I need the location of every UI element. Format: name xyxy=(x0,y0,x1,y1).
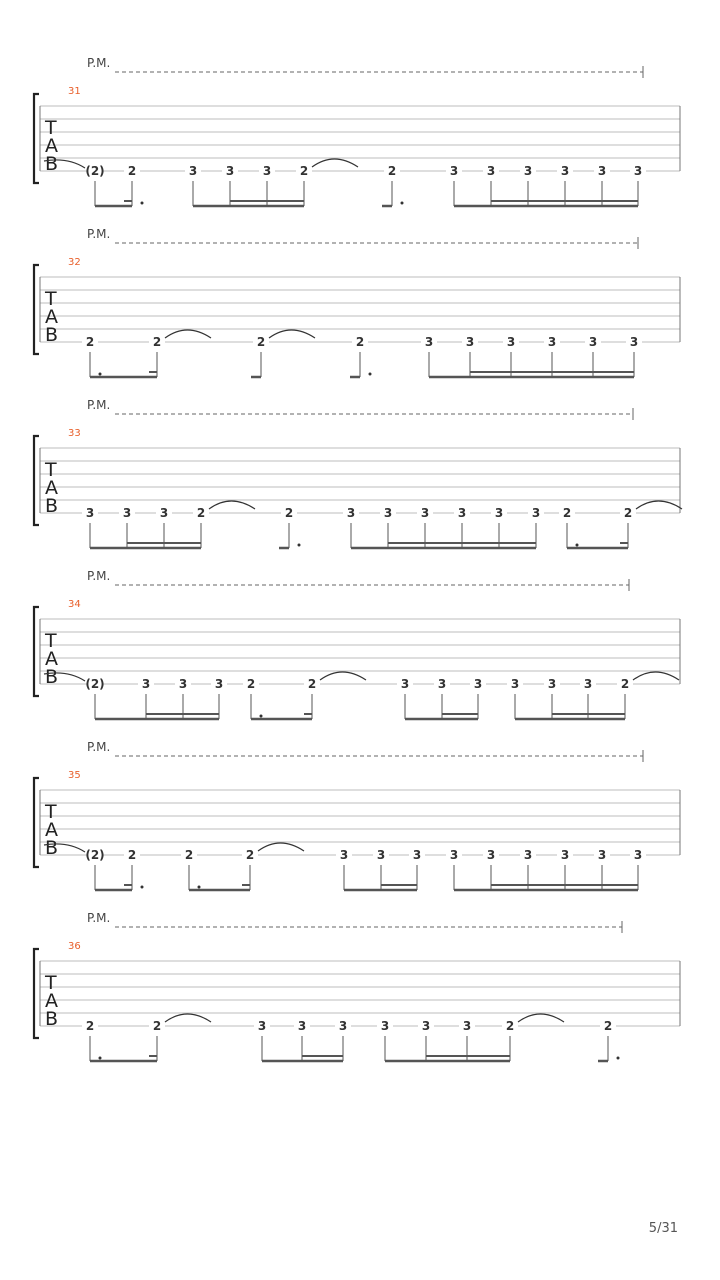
dot xyxy=(369,373,372,376)
fret-number: 3 xyxy=(462,1019,472,1033)
measure-number: 32 xyxy=(68,257,81,268)
fret-number: 3 xyxy=(449,164,459,178)
fret-number: 3 xyxy=(510,677,520,691)
tab-system xyxy=(34,227,680,377)
tie-arc xyxy=(320,672,366,680)
tab-clef-letter: B xyxy=(45,1008,59,1030)
fret-number: 2 xyxy=(152,335,162,349)
fret-number: 3 xyxy=(457,506,467,520)
fret-number: 3 xyxy=(188,164,198,178)
fret-number: 2 xyxy=(623,506,633,520)
fret-number: 3 xyxy=(421,1019,431,1033)
dot xyxy=(99,1057,102,1060)
fret-number: 2 xyxy=(246,677,256,691)
fret-number: 2 xyxy=(196,506,206,520)
fret-number: 3 xyxy=(141,677,151,691)
fret-number: 3 xyxy=(531,506,541,520)
tie-arc xyxy=(165,330,211,338)
tab-clef-letter: A xyxy=(45,819,58,841)
tab-clef-letter: B xyxy=(45,495,59,517)
fret-number: 3 xyxy=(400,677,410,691)
dot xyxy=(141,886,144,889)
measure-number: 34 xyxy=(68,599,81,610)
dot xyxy=(198,886,201,889)
fret-number: 3 xyxy=(547,677,557,691)
system-bracket xyxy=(34,265,39,354)
fret-number: 3 xyxy=(597,164,607,178)
fret-number: 3 xyxy=(424,335,434,349)
fret-number: 3 xyxy=(412,848,422,862)
fret-number: 3 xyxy=(449,848,459,862)
tab-clef-letter: A xyxy=(45,477,58,499)
fret-number: 3 xyxy=(473,677,483,691)
tab-system xyxy=(34,56,680,206)
fret-number: 3 xyxy=(297,1019,307,1033)
fret-number: 3 xyxy=(523,164,533,178)
palm-mute-label: P.M. xyxy=(87,56,111,70)
tab-clef-letter: T xyxy=(45,459,57,481)
measure-number: 31 xyxy=(68,86,81,97)
fret-number: 2 xyxy=(299,164,309,178)
fret-number: 2 xyxy=(85,1019,95,1033)
tab-clef-letter: B xyxy=(45,153,59,175)
tab-clef-letter: T xyxy=(45,801,57,823)
measure-number: 33 xyxy=(68,428,81,439)
fret-number: 2 xyxy=(245,848,255,862)
tab-clef-letter: T xyxy=(45,630,57,652)
fret-number: 3 xyxy=(560,164,570,178)
fret-number: 3 xyxy=(262,164,272,178)
fret-number: 3 xyxy=(597,848,607,862)
dot xyxy=(576,544,579,547)
fret-number: 3 xyxy=(437,677,447,691)
palm-mute-label: P.M. xyxy=(87,569,111,583)
tab-clef-letter: B xyxy=(45,324,59,346)
dot xyxy=(141,202,144,205)
tie-arc xyxy=(209,501,255,509)
tab-system xyxy=(34,569,680,719)
system-bracket xyxy=(34,778,39,867)
tie-arc xyxy=(258,843,304,851)
palm-mute-label: P.M. xyxy=(87,911,111,925)
fret-number: 3 xyxy=(486,164,496,178)
fret-number: 3 xyxy=(257,1019,267,1033)
dot xyxy=(401,202,404,205)
measure-number: 35 xyxy=(68,770,81,781)
tab-clef-letter: B xyxy=(45,837,59,859)
fret-number: 3 xyxy=(633,848,643,862)
fret-number: (2) xyxy=(85,848,105,862)
fret-number: 2 xyxy=(127,164,137,178)
fret-number: 3 xyxy=(376,848,386,862)
fret-number: 3 xyxy=(159,506,169,520)
fret-number: 3 xyxy=(420,506,430,520)
dot xyxy=(617,1057,620,1060)
palm-mute-label: P.M. xyxy=(87,227,111,241)
fret-number: 3 xyxy=(85,506,95,520)
palm-mute-label: P.M. xyxy=(87,398,111,412)
fret-number: 2 xyxy=(620,677,630,691)
fret-number: 3 xyxy=(633,164,643,178)
fret-number: 3 xyxy=(122,506,132,520)
fret-number: 3 xyxy=(506,335,516,349)
tab-clef-letter: T xyxy=(45,288,57,310)
dot xyxy=(260,715,263,718)
tie-arc xyxy=(518,1014,564,1022)
tab-clef-letter: T xyxy=(45,972,57,994)
fret-number: 2 xyxy=(603,1019,613,1033)
fret-number: 2 xyxy=(127,848,137,862)
fret-number: 3 xyxy=(338,1019,348,1033)
fret-number: 2 xyxy=(562,506,572,520)
tab-system xyxy=(34,911,680,1061)
tab-clef-letter: A xyxy=(45,135,58,157)
fret-number: 3 xyxy=(465,335,475,349)
fret-number: 2 xyxy=(284,506,294,520)
system-bracket xyxy=(34,94,39,183)
fret-number: 3 xyxy=(380,1019,390,1033)
tab-clef-letter: A xyxy=(45,306,58,328)
fret-number: 3 xyxy=(583,677,593,691)
fret-number: 3 xyxy=(523,848,533,862)
fret-number: 2 xyxy=(505,1019,515,1033)
fret-number: 2 xyxy=(152,1019,162,1033)
tie-arc xyxy=(636,501,682,509)
tab-clef-letter: A xyxy=(45,990,58,1012)
tab-clef-letter: A xyxy=(45,648,58,670)
fret-number: 3 xyxy=(560,848,570,862)
fret-number: 3 xyxy=(225,164,235,178)
fret-number: 3 xyxy=(383,506,393,520)
page-number: 5/31 xyxy=(648,1221,678,1236)
fret-number: (2) xyxy=(85,677,105,691)
fret-number: 2 xyxy=(355,335,365,349)
fret-number: 2 xyxy=(85,335,95,349)
fret-number: 3 xyxy=(178,677,188,691)
palm-mute-label: P.M. xyxy=(87,740,111,754)
tab-clef-letter: B xyxy=(45,666,59,688)
fret-number: 3 xyxy=(339,848,349,862)
fret-number: 3 xyxy=(494,506,504,520)
tab-system xyxy=(34,740,680,890)
dot xyxy=(298,544,301,547)
fret-number: 2 xyxy=(387,164,397,178)
system-bracket xyxy=(34,949,39,1038)
tie-arc xyxy=(633,672,679,680)
system-bracket xyxy=(34,436,39,525)
tie-arc xyxy=(312,159,358,167)
tie-arc xyxy=(165,1014,211,1022)
fret-number: 2 xyxy=(307,677,317,691)
system-bracket xyxy=(34,607,39,696)
fret-number: 3 xyxy=(588,335,598,349)
fret-number: (2) xyxy=(85,164,105,178)
fret-number: 2 xyxy=(184,848,194,862)
tab-system xyxy=(34,398,682,548)
fret-number: 3 xyxy=(629,335,639,349)
fret-number: 2 xyxy=(256,335,266,349)
fret-number: 3 xyxy=(346,506,356,520)
fret-number: 3 xyxy=(547,335,557,349)
measure-number: 36 xyxy=(68,941,81,952)
tab-clef-letter: T xyxy=(45,117,57,139)
fret-number: 3 xyxy=(214,677,224,691)
dot xyxy=(99,373,102,376)
tie-arc xyxy=(269,330,315,338)
fret-number: 3 xyxy=(486,848,496,862)
